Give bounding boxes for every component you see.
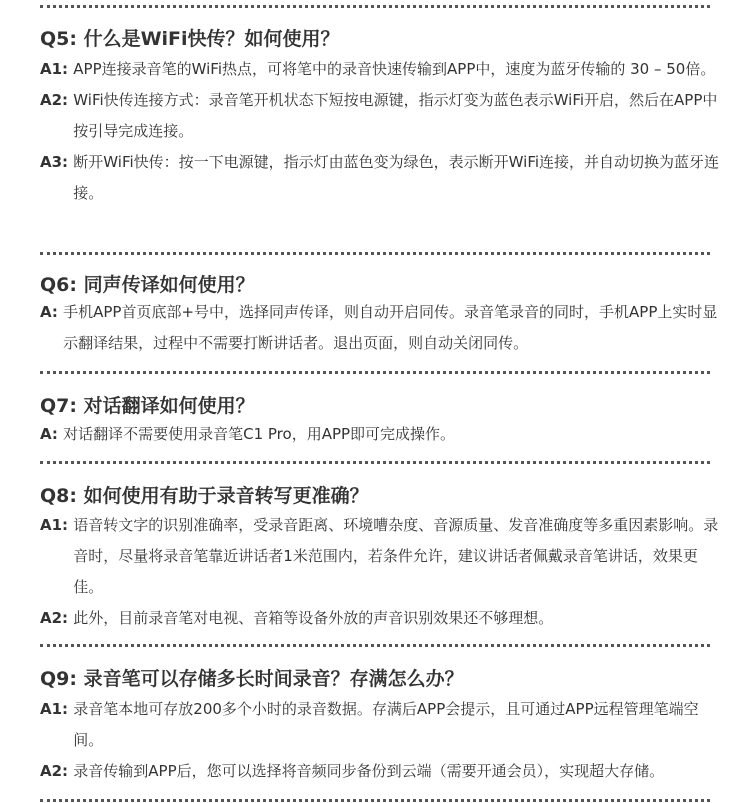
answer-text: 断开WiFi快传：按一下电源键，指示灯由蓝色变为绿色，表示断开WiFi连接，并自动切换为蓝牙连接。 [73,153,720,202]
answer-label: A2: [40,762,74,780]
answer-text: WiFi快传连接方式：录音笔开机状态下短按电源键，指示灯变为蓝色表示WiFi开启，然后在APP中按引导完成连接。 [73,91,718,140]
answer-block-q6 [40,297,720,359]
answer-label: A1: [40,700,74,718]
question-q7: Q7: 对话翻译如何使用？ [40,395,255,417]
question-q8: Q8: 如何使用有助于录音转写更准确？ [40,485,369,507]
answer-item [40,694,720,756]
answer-label: A1: [40,516,74,534]
answer-item [40,147,720,209]
answer-text: 手机APP首页底部+号中，选择同声传译，则自动开启同传。录音笔录音的同时，手机APP上实时显示翻译结果，过程中不需要打断讲话者。退出页面，则自动关闭同传。 [63,303,718,352]
answer-text: 语音转文字的识别准确率，受录音距离、环境嘈杂度、音源质量、发音准确度等多重因素影响。录音时，尽量将录音笔靠近讲话者1米范围内，若条件允许，建议讲话者佩戴录音笔讲话，效果更佳。 [73,516,719,596]
dotted-divider [40,644,710,647]
dotted-divider [40,5,710,8]
answer-item [40,419,720,450]
answer-block-q7 [40,419,720,450]
answer-label: A: [40,303,64,321]
answer-block-q5 [40,54,720,209]
answer-text: 录音传输到APP后，您可以选择将音频同步备份到云端（需要开通会员），实现超大存储。 [73,762,665,780]
question-q5: Q5: 什么是WiFi快传？如何使用？ [40,28,340,50]
dotted-divider [40,461,710,464]
answer-item [40,603,720,634]
dotted-divider [40,371,710,374]
answer-item [40,756,720,787]
answer-label: A2: [40,91,74,109]
dotted-divider [40,799,710,802]
answer-text: 此外，目前录音笔对电视、音箱等设备外放的声音识别效果还不够理想。 [73,609,554,627]
answer-item [40,510,720,603]
answer-item [40,85,720,147]
answer-block-q8 [40,510,720,634]
answer-text: 录音笔本地可存放200多个小时的录音数据。存满后APP会提示，且可通过APP远程管理笔端空间。 [73,700,699,749]
answer-label: A3: [40,153,74,171]
answer-item [40,297,720,359]
answer-item [40,54,720,85]
answer-label: A2: [40,609,74,627]
answer-block-q9 [40,694,720,787]
answer-text: 对话翻译不需要使用录音笔C1 Pro，用APP即可完成操作。 [63,425,456,443]
dotted-divider [40,252,710,255]
question-q9: Q9: 录音笔可以存储多长时间录音？存满怎么办？ [40,668,464,690]
question-q6: Q6: 同声传译如何使用？ [40,274,255,296]
answer-label: A: [40,425,64,443]
answer-label: A1: [40,60,74,78]
answer-text: APP连接录音笔的WiFi热点，可将笔中的录音快速传输到APP中，速度为蓝牙传输的 30 – 50倍。 [73,60,716,78]
